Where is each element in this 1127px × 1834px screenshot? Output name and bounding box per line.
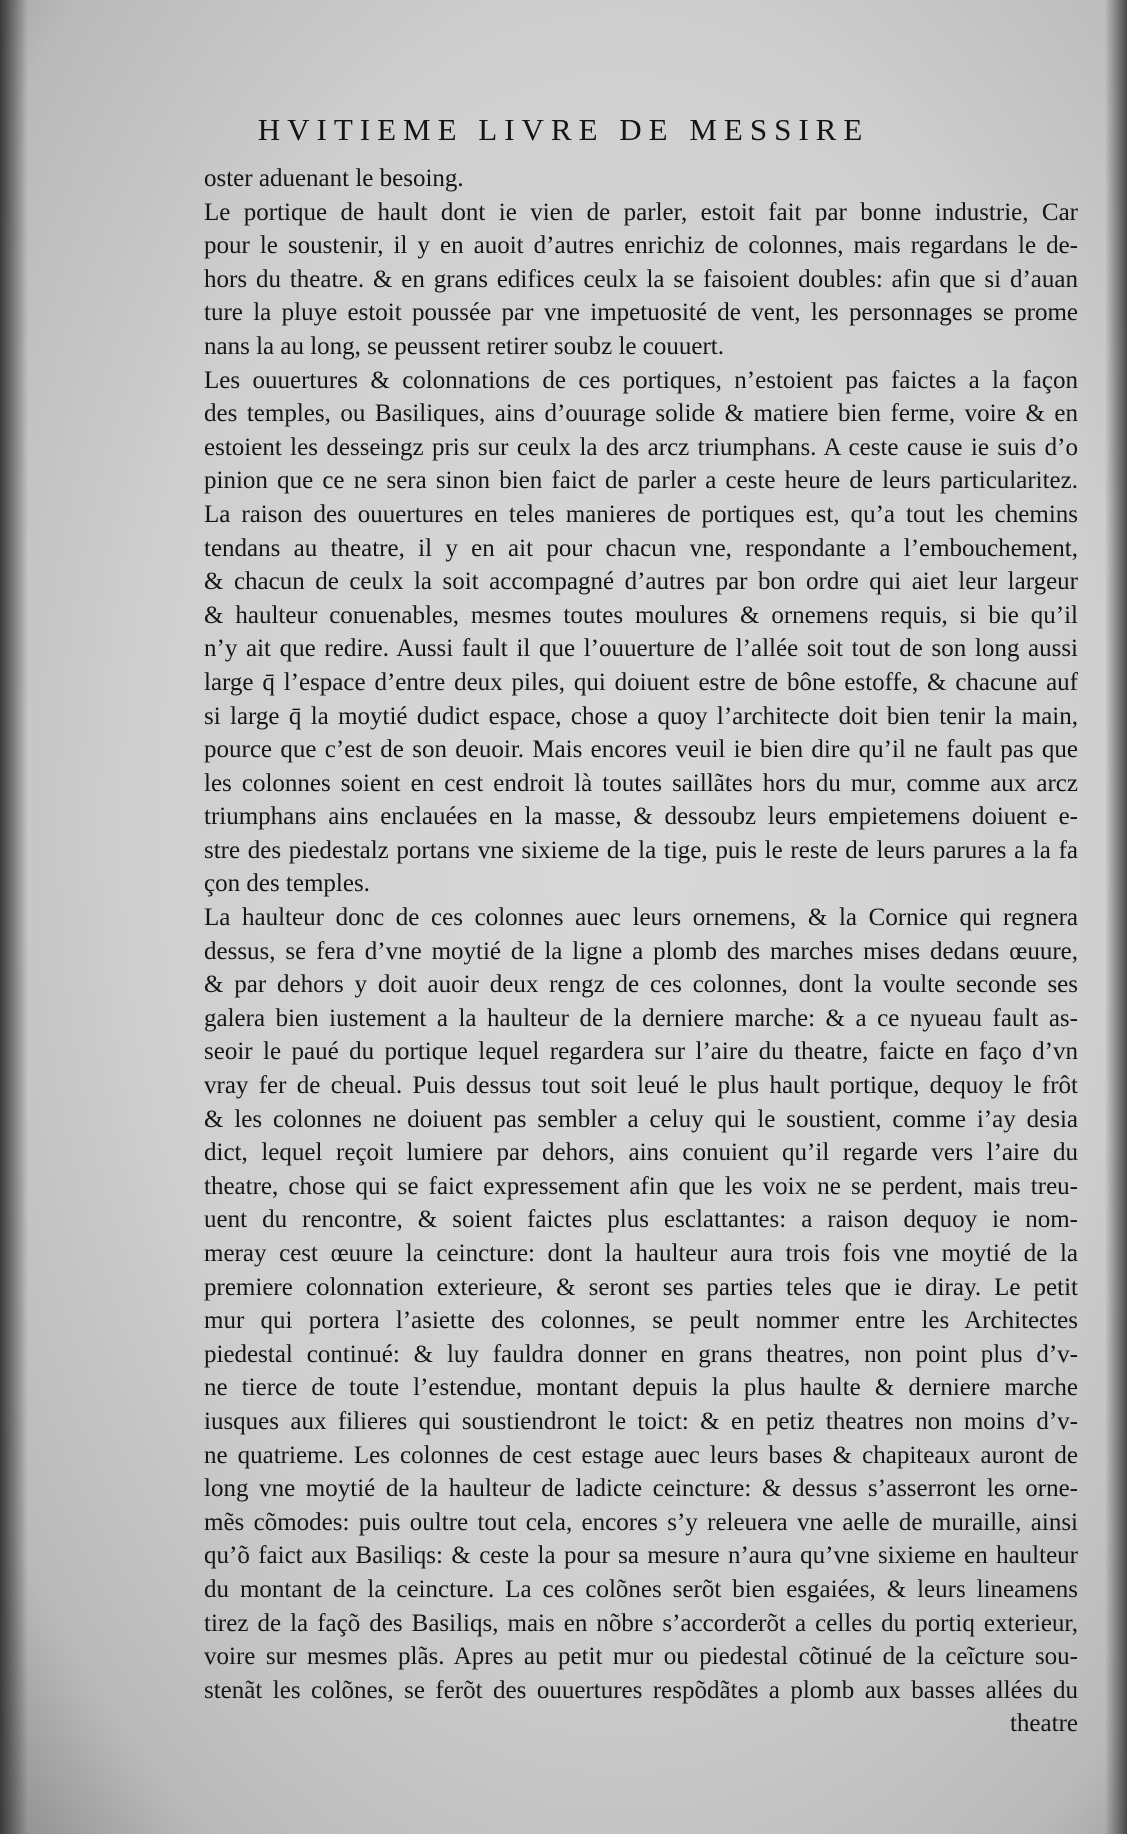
- text-line: mur qui portera l’asiette des colonnes, se peult nommer entre les Architectes: [204, 1307, 1078, 1335]
- text-line: theatre, chose qui se faict expressement afin que les voix ne se perdent, mais treu-: [204, 1172, 1078, 1200]
- text-line: tirez de la façõ des Basiliqs, mais en nõbre s’accorderõt a celles du portiq exterieur,: [204, 1609, 1078, 1637]
- text-line: La raison des ouuertures en teles manieres de portiques est, qu’a tout les chemins: [204, 500, 1078, 528]
- text-line: des temples, ou Basiliques, ains d’ouurage solide & matiere bien ferme, voire & en: [204, 400, 1078, 428]
- text-line: premiere colonnation exterieure, & seront ses parties teles que ie diray. Le petit: [204, 1273, 1078, 1301]
- text-line: & haulteur conuenables, mesmes toutes moulures & ornemens requis, si bie qu’il: [204, 601, 1078, 629]
- text-line: pource que c’est de son deuoir. Mais encores veuil ie bien dire qu’il ne fault pas que: [204, 736, 1078, 764]
- text-line: stre des piedestalz portans vne sixieme de la tige, puis le reste de leurs parures a la fa: [204, 836, 1078, 864]
- running-head: HVITIEME LIVRE DE MESSIRE: [257, 112, 870, 147]
- text-line: ne quatrieme. Les colonnes de cest estage auec leurs bases & chapiteaux auront de: [204, 1441, 1078, 1469]
- text-line: ture la pluye estoit poussée par vne impetuosité de vent, les personnages se prome: [204, 299, 1078, 327]
- text-line: iusques aux filieres qui soustiendront le toict: & en petiz theatres non moins d’v-: [204, 1407, 1078, 1435]
- text-line: & les colonnes ne doiuent pas sembler a celuy qui le soustient, comme i’ay desia: [204, 1105, 1078, 1133]
- text-line: n’y ait que redire. Aussi fault il que l’ouuerture de l’allée soit tout de son long aussi: [204, 635, 1078, 663]
- text-line: seoir le paué du portique lequel regardera sur l’aire du theatre, faicte en faço d’vn: [204, 1038, 1078, 1066]
- text-line: les colonnes soient en cest endroit là toutes saillãtes hors du mur, comme aux arcz: [204, 769, 1078, 797]
- text-line: meray cest œuure la ceincture: dont la haulteur aura trois fois vne moytié de la: [204, 1240, 1078, 1267]
- text-line: si large q̄ la moytié dudict espace, chose a quoy l’architecte doit bien tenir la main,: [204, 702, 1078, 730]
- text-line: voire sur mesmes plãs. Apres au petit mur ou piedestal cõtinué de la ceĩcture sou-: [204, 1643, 1078, 1671]
- text-line: dessus, se fera d’vne moytié de la ligne a plomb des marches mises dedans œuure,: [204, 937, 1078, 965]
- text-line: tendans au theatre, il y en ait pour chacun vne, respondante a l’embouchement,: [204, 534, 1078, 562]
- text-line: Les ouuertures & colonnations de ces portiques, n’estoient pas faictes a la façon: [204, 366, 1078, 394]
- text-line: estoient les desseingz pris sur ceulx la des arcz triumphans. A ceste cause ie suis d’o: [204, 433, 1078, 461]
- page-edge-shadow-right: [1105, 0, 1127, 1834]
- text-line: pour le soustenir, il y en auoit d’autres enrichiz de colonnes, mais regardans le de-: [204, 232, 1078, 260]
- text-line: qu’õ faict aux Basiliqs: & ceste la pour sa mesure n’aura qu’vne sixieme en haulteur: [204, 1542, 1078, 1570]
- text-line: & chacun de ceulx la soit accompagné d’autres par bon ordre qui aiet leur largeur: [204, 568, 1078, 596]
- text-line: large q̄ l’espace d’entre deux piles, qui doiuent estre de bône estoffe, & chacune auf: [204, 668, 1078, 696]
- text-line: dict, lequel reçoit lumiere par dehors, ains conuient qu’il regarde vers l’aire du: [204, 1139, 1078, 1167]
- text-line: oster aduenant le besoing.: [204, 165, 464, 192]
- text-line: uent du rencontre, & soient faictes plus esclattantes: a raison dequoy ie nom-: [204, 1206, 1078, 1234]
- body-text: [204, 162, 1078, 1741]
- text-line: hors du theatre. & en grans edifices ceulx la se faisoient doubles: afin que si d’auan: [204, 265, 1078, 293]
- text-line: ne tierce de toute l’estendue, montant depuis la plus haulte & derniere marche: [204, 1374, 1078, 1402]
- text-line: vray fer de cheual. Puis dessus tout soit leué le plus hault portique, dequoy le frôt: [204, 1072, 1078, 1100]
- text-line: long vne moytié de la haulteur de ladicte ceincture: & dessus s’asserront les orne-: [204, 1475, 1078, 1503]
- catchword: theatre: [1009, 1710, 1078, 1738]
- text-line: nans la au long, se peussent retirer soubz le couuert.: [204, 332, 724, 360]
- text-line: triumphans ains enclauées en la masse, & dessoubz leurs empietemens doiuent e-: [204, 803, 1078, 831]
- text-line: piedestal continué: & luy fauldra donner en grans theatres, non point plus d’v-: [204, 1340, 1078, 1368]
- text-line: galera bien iustement a la haulteur de la derniere marche: & a ce nyueau fault as-: [204, 1004, 1078, 1032]
- text-line: du montant de la ceincture. La ces colõnes serõt bien esgaiées, & leurs lineamens: [204, 1575, 1078, 1603]
- text-line: La haulteur donc de ces colonnes auec leurs ornemens, & la Cornice qui regnera: [204, 904, 1078, 932]
- text-line: Le portique de hault dont ie vien de parler, estoit fait par bonne industrie, Car: [204, 198, 1078, 226]
- text-line: mẽs cõmodes: puis oultre tout cela, encores s’y releuera vne aelle de muraille, ainsi: [204, 1508, 1078, 1536]
- page-edge-shadow-left: [0, 0, 28, 1834]
- text-line: pinion que ce ne sera sinon bien faict de parler a ceste heure de leurs particularitez.: [204, 467, 1078, 495]
- text-line: stenãt les colõnes, se ferõt des ouuertures respõdãtes a plomb aux basses allées du: [204, 1676, 1078, 1704]
- text-line: çon des temples.: [204, 870, 370, 898]
- text-line: & par dehors y doit auoir deux rengz de ces colonnes, dont la voulte seconde ses: [204, 971, 1078, 999]
